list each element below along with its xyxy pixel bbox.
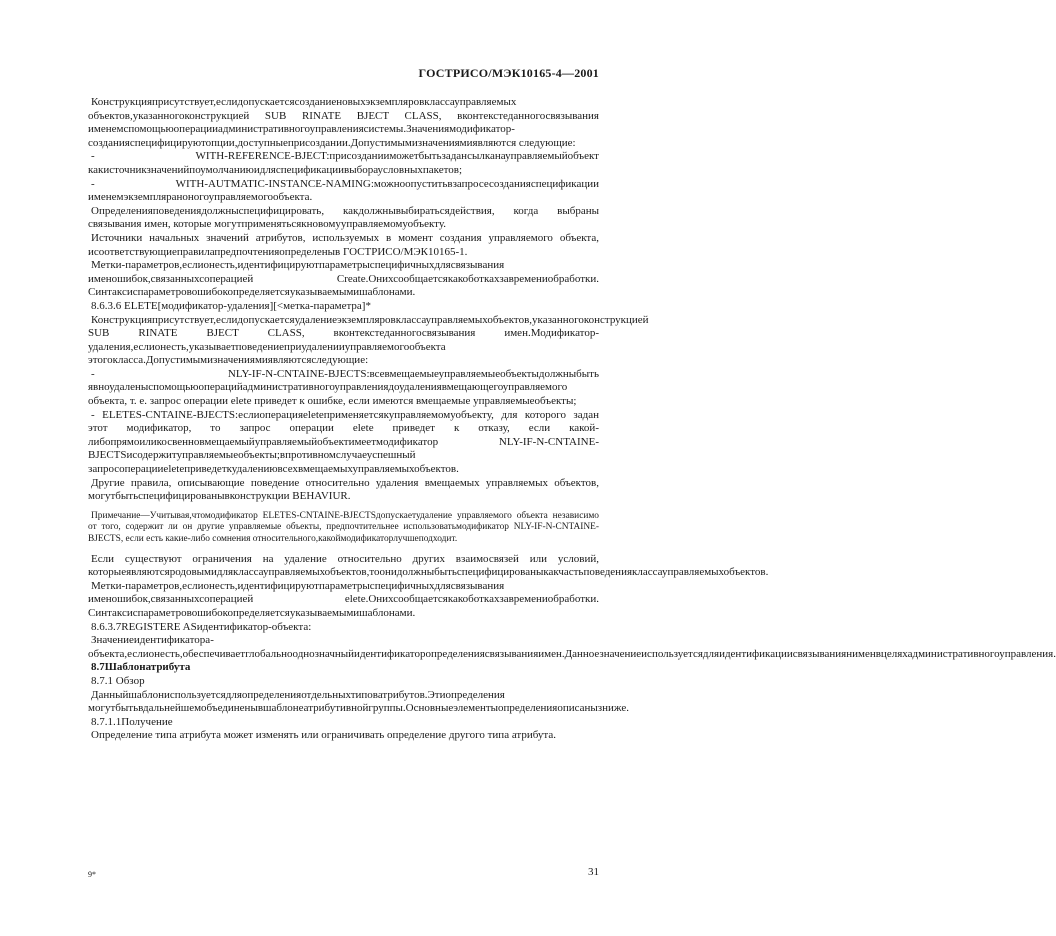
paragraph: Значениеидентификатора-объекта,еслионесть,обеспечиваетглобальнооднозначныйидентификаторопределениясвязыванияимен.Данноезначениеиспользуетсядляидентификациисвязываниянименвцеляхадминистративногоуправления. (88, 634, 1056, 660)
subsection-title: 8.7.1 Обзор (91, 674, 145, 687)
paragraph: Источники начальных значений атрибутов, используемых в момент создания управляемого объекта, исоответствующиеправилапредпочтенияопределеныв ГОСТРИСО/МЭК10165-1. (88, 231, 599, 258)
subsection-title: 8.7.1.1Получение (91, 715, 173, 728)
section-heading: 8.6.3.7REGISTERE ASидентификатор-объекта: (91, 620, 312, 633)
paragraph: - WITH-REFERENCE-BJECT:присозданииможетбытьзадансылканауправляемыйобъект какисточникзначенийпоумолчаниюидляспецификациивыбораусловныхпакетов; (88, 150, 599, 176)
paragraph: Данныйшаблониспользуетсядляопределенияотдельныхтиповатрибутов.Этиопределения могутбытьвдальнейшемобъединенывшаблонеатрибутивнойгруппы.Основныеэлементыопределенияописанызниже. (88, 688, 629, 715)
paragraph: Если существуют ограничения на удаление относительно других взаимосвязей или условий, которыеявляютсяродовымидляклассауправляемыхобъектов,тоонидолжныбытьспецифицированыкакчастьповеденияклассауправляемыхобъектов. (88, 552, 769, 579)
paragraph: - WITH-AUTMATIC-INSTANCE-NAMING:можноопуститьвзапросесозданияспецификации именемэкземпляраноногоуправляемогообъекта. (88, 177, 599, 204)
footer-mark: 9* (88, 870, 96, 879)
page-body (88, 96, 1056, 743)
paragraph: - NLY-IF-N-CNTAINE-BJECTS:всевмещаемыеуправляемыеобъектыдолжныбыть явноудаленыспомощьюоперацийадминистративногоуправлениядоудалениявмещающегоуправляемого объекта, т. е. запрос операции elete приведет к ошибке, если имеются вмещаемые управляемыеобъекты; (88, 367, 599, 408)
paragraph: Определение типа атрибута может изменять или ограничивать определение другого типа атрибута. (91, 729, 557, 742)
paragraph: Метки-параметров,еслионесть,идентифицируютпараметрыспецифичныхдлясвязывания именошибок,связанныхсоперацией elete.Онихсообщаетсякакоботкахзавремениобработки. Синтаксиспараметровошибокопределяетсяуказываемымишаблонами. (88, 579, 599, 619)
note: Примечание—Учитывая,чтомодификатор ELETES-CNTAINE-BJECTSдопускаетудаление управляемого объекта независимо от того, содержит ли он другие управляемые объекты, предпочтительнее использоватьмодификатор NLY-IF-N-CNTAINE-BJECTS, если есть какие-либо сомнения относительного,какоймодификаторлучшеподходит. (88, 510, 599, 544)
paragraph: Конструкцияприсутствует,еслидопускаетсяудалениеэкземпляровклассауправляемыхобъектов,указанногоконструкцией SUB RINATE BJECT CLASS, вконтекстеданногосвязывания имен.Модификатор-удаления,еслионесть,указываетповедениеприудаленииуправляемогообъекта этогокласса.Допустимымизначениямиявляютсяследующие: (88, 313, 649, 367)
paragraph: Другие правила, описывающие поведение относительно удаления вмещаемых управляемых объектов, могутбытьспецифицированывконструкции BEHAVIUR. (88, 476, 599, 503)
section-title: 8.7Шаблонатрибута (91, 661, 191, 674)
paragraph: Метки-параметров,еслионесть,идентифицируютпараметрыспецифичныхдлясвязывания именошибок,связанныхсоперацией Create.Онихсообщаетсякакоботкахзавремениобработки. Синтаксиспараметровошибокопределяетсяуказываемымишаблонами. (88, 259, 599, 299)
document-header: ГОСТРИСО/МЭК10165-4—2001 (418, 66, 599, 80)
section-heading: 8.6.3.6 ELETE[модификатор-удаления][<метка-параметра]* (91, 299, 371, 312)
paragraph: - ELETES-CNTAINE-BJECTS:еслиоперацияeleteприменяетсякуправляемомуобъекту, для которого задан этот модификатор, то запрос операции elete приведет к отказу, если какой-либопрямоиликосвенновмещаемыйуправляемыйобъектимеетмодификатор NLY-IF-N-CNTAINE-BJECTSисодержитуправляемыеобъекты;впротивномслучаеуспешный запросоперацииeleteприведеткудалениювсехвмещаемыхуправляемыхобъектов. (88, 408, 599, 476)
page-number: 31 (588, 866, 599, 878)
paragraph: Определенияповедениядолжныспецифицировать, какдолжнывыбиратьсядействия, когда выбраны связывания имен, которые могутприменятьсякновомууправляемомуобъекту. (88, 204, 599, 231)
paragraph: Конструкцияприсутствует,еслидопускаетсясозданиеновыхэкземпляровклассауправляемых объектов,указанногоконструкцией SUB RINATE BJECT CLASS, вконтекстеданногосвязывания именемспомощьюоперацииадминистративногоуправлениясистемы.Значениямодификатор-созданияспецифицируютопции,доступныеприсоздании.Допустимымизначениямиявляются следующие: (88, 96, 599, 149)
